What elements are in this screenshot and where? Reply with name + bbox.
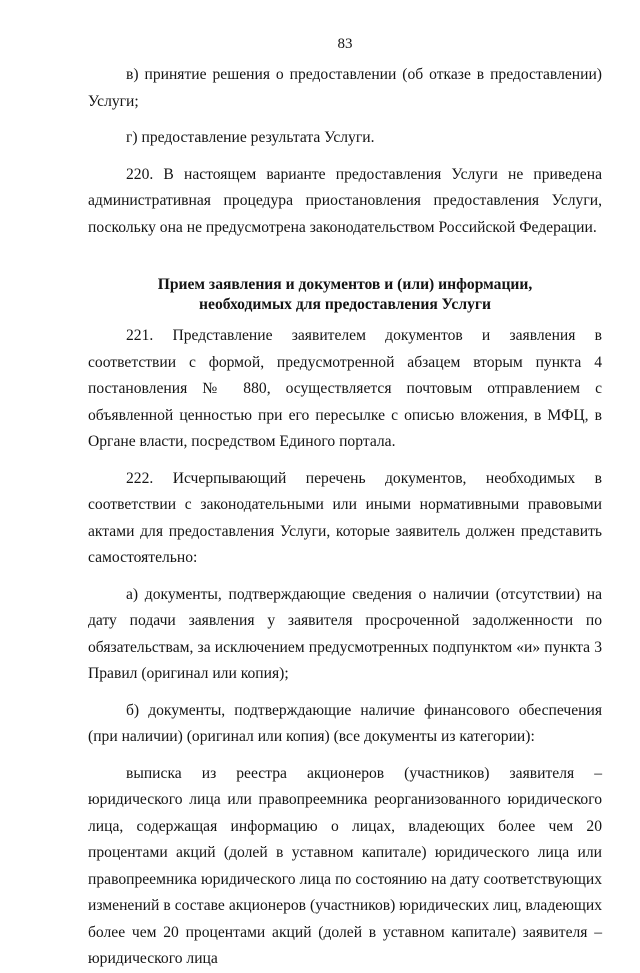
paragraph-220: 220. В настоящем варианте предоставления Услуги не приведена административная процедура приостановления предоставления Услуги, поскольку она не предусмотрена законодательством Российской Федерации. — [88, 165, 602, 236]
paragraph-221: 221. Представление заявителем документов и заявления в соответствии с формой, предусмотренной абзацем вторым пункта 4 постановления № 880, осуществляется почтовым отправлением с объявленной ценностью при его пересылке с описью вложения, в МФЦ, в Органе власти, посредством Единого портала. — [88, 327, 602, 450]
section-heading — [88, 275, 602, 315]
paragraph-g: г) предоставление результата Услуги. — [126, 129, 375, 146]
page-number: 83 — [337, 36, 353, 52]
section-heading-line-2: необходимых для предоставления Услуги — [199, 296, 491, 313]
section-heading-line-1: Прием заявления и документов и (или) информации, — [157, 276, 533, 293]
paragraph-v: в) принятие решения о предоставлении (об отказе в предоставлении) Услуги; — [88, 66, 602, 110]
paragraph-b: б) документы, подтверждающие наличие финансового обеспечения (при наличии) (оригинал или копия) (все документы из категории): — [88, 701, 602, 745]
paragraph-222: 222. Исчерпывающий перечень документов, необходимых в соответствии с законодательными или иными нормативными правовыми актами для предоставления Услуги, которые заявитель должен представить самостоятельно: — [88, 469, 602, 566]
paragraph-a: а) документы, подтверждающие сведения о наличии (отсутствии) на дату подачи заявления у заявителя просроченной задолженности по обязательствам, за исключением предусмотренных подпунктом «и» пункта 3 Правил (оригинал или копия); — [88, 585, 602, 682]
paragraph-extract: выписка из реестра акционеров (участников) заявителя – юридического лица или правопреемника реорганизованного юридического лица, содержащая информацию о лицах, владеющих более чем 20 процентами акций (долей в уставном капитале) юридического лица или правопреемника юридического лица по состоянию на дату соответствующих изменений в составе акционеров (участников) юридических лиц, владеющих более чем 20 процентами акций (долей в уставном капитале) заявителя – юридического лица — [88, 764, 602, 967]
